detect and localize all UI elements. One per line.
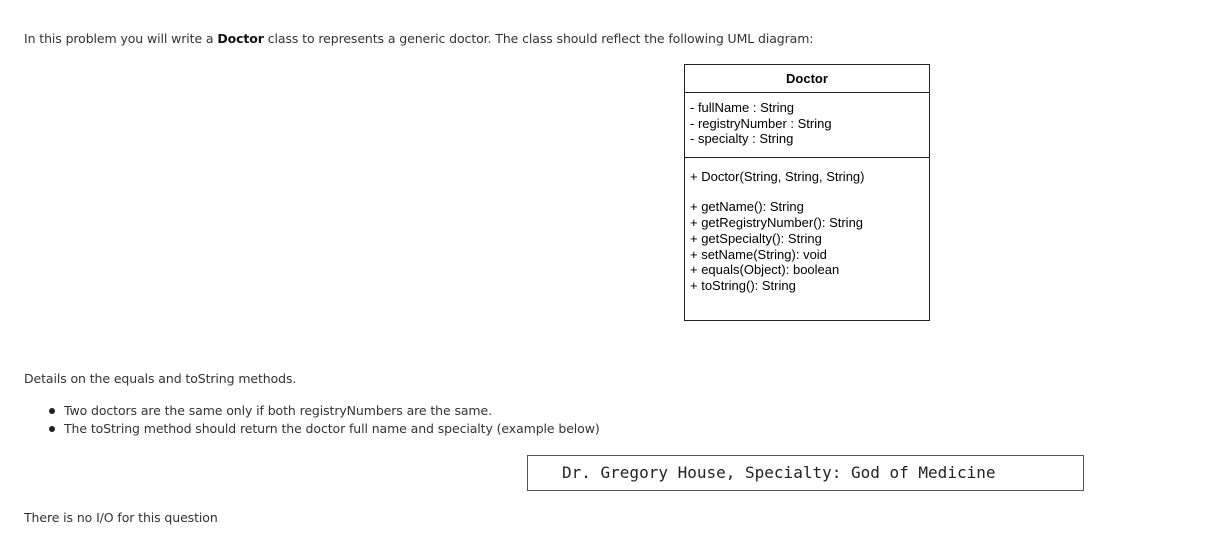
uml-method: + getSpecialty(): String bbox=[690, 230, 822, 246]
list-item bbox=[46, 402, 600, 420]
uml-method: + toString(): String bbox=[690, 278, 796, 294]
intro-text-after: class to represents a generic doctor. The class should reflect the following UML diagram: bbox=[263, 31, 814, 46]
uml-methods-section bbox=[685, 158, 929, 295]
uml-class-diagram bbox=[684, 64, 930, 321]
uml-attribute: - registryNumber : String bbox=[690, 115, 832, 131]
list-item bbox=[46, 420, 600, 438]
uml-attribute: - fullName : String bbox=[690, 100, 795, 115]
bullet-icon bbox=[49, 426, 55, 432]
uml-method: + setName(String): void bbox=[690, 246, 827, 262]
uml-method: + equals(Object): boolean bbox=[690, 262, 840, 278]
uml-constructor: + Doctor(String, String, String) bbox=[690, 168, 865, 184]
uml-attributes-section bbox=[685, 93, 929, 158]
uml-method: + getName(): String bbox=[690, 199, 804, 215]
uml-attribute: - specialty : String bbox=[690, 131, 794, 146]
example-output-box: Dr. Gregory House, Specialty: God of Medicine bbox=[527, 455, 1084, 491]
details-heading: Details on the equals and toString methods. bbox=[24, 371, 297, 386]
intro-class-name: Doctor bbox=[217, 31, 264, 46]
uml-method: + getRegistryNumber(): String bbox=[690, 215, 864, 231]
bullet-icon bbox=[49, 408, 55, 414]
footer-note: There is no I/O for this question bbox=[24, 510, 218, 525]
uml-class-title: Doctor bbox=[685, 65, 929, 93]
list-item-text: The toString method should return the doctor full name and specialty (example below) bbox=[64, 421, 600, 436]
problem-intro bbox=[24, 31, 813, 46]
list-item-text: Two doctors are the same only if both registryNumbers are the same. bbox=[64, 403, 492, 418]
intro-text-before: In this problem you will write a bbox=[24, 31, 218, 46]
details-list bbox=[46, 402, 600, 438]
